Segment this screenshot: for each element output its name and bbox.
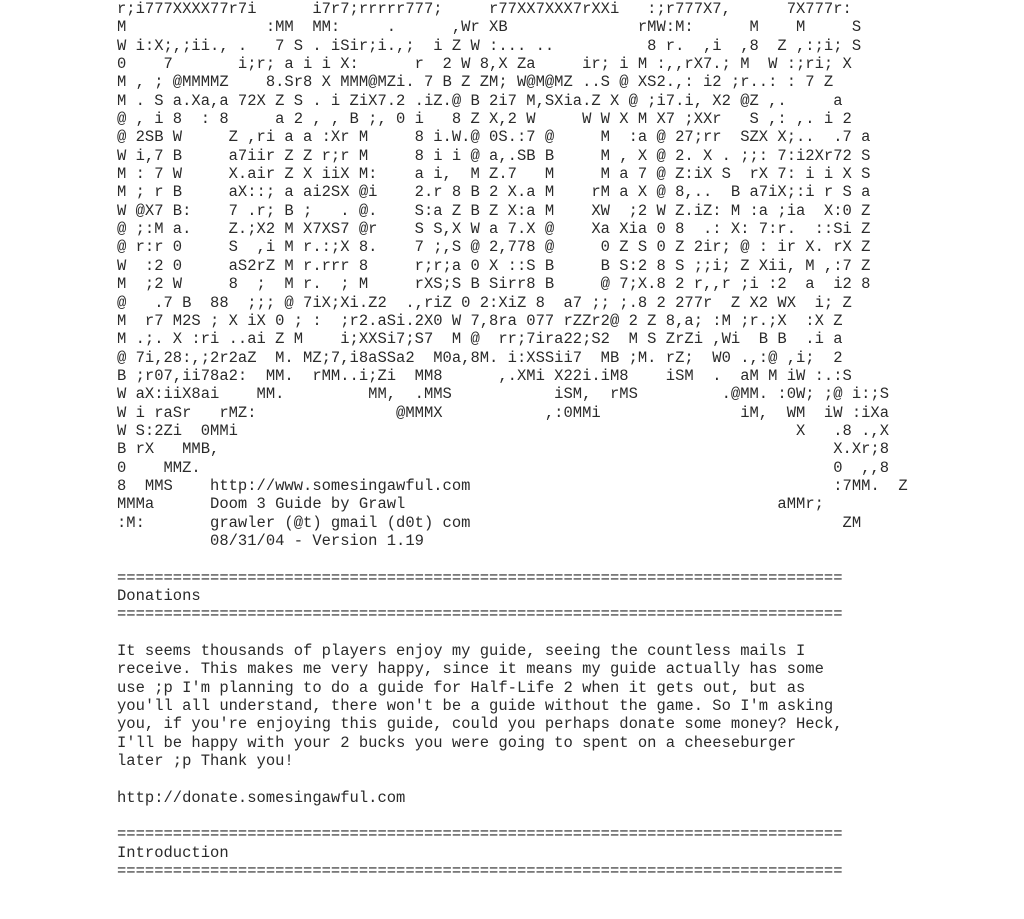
ascii-art-line: M ;2 W 8 ; M r. ; M rXS;S B Sirr8 B @ 7;X.8 2 r,,r ;i :2 a i2 8 <box>117 275 871 294</box>
paragraph-line: receive. This makes me very happy, since it means my guide actually has some <box>117 660 824 679</box>
paragraph-line: you, if you're enjoying this guide, could you perhaps donate some money? Heck, <box>117 715 843 734</box>
section-separator: ============================================================================== <box>117 568 843 587</box>
ascii-art-line: M . S a.Xa,a 72X Z S . i ZiX7.2 .iZ.@ B 2i7 M,SXia.Z X @ ;i7.i, X2 @Z ,. a <box>117 91 843 110</box>
ascii-art-line: 0 MMZ. 0 ,,8 <box>117 458 890 477</box>
blank-line <box>117 550 908 568</box>
ascii-art-line: M ; r B aX::; a ai2SX @i 2.r 8 B 2 X.a M rM a X @ 8,.. B a7iX;:i r S a <box>117 183 871 202</box>
ascii-art-line: W :2 0 aS2rZ M r.rrr 8 r;r;a 0 X ::S B B S:2 8 S ;;i; Z Xii, M ,:7 Z <box>117 256 871 275</box>
ascii-art-line: M , ; @MMMMZ 8.Sr8 X MMM@MZi. 7 B Z ZM; W@M@MZ ..S @ XS2.,: i2 ;r..: : 7 Z <box>117 73 834 92</box>
header-version-line <box>117 532 908 550</box>
ascii-art-line: @ r:r 0 S ,i M r.:;X 8. 7 ;,S @ 2,778 @ 0 Z S 0 Z 2ir; @ : ir X. rX Z <box>117 238 871 257</box>
ascii-art-fragment: ZM <box>842 513 862 532</box>
ascii-art-line: @ ;:M a. Z.;X2 M X7XS7 @r S S,X W a 7.X @ Xa Xia 0 8 .: X: 7:r. ::Si Z <box>117 220 871 239</box>
paragraph-line: later ;p Thank you! <box>117 752 294 771</box>
ascii-art-line: @ , i 8 : 8 a 2 , , B ;, 0 i 8 Z X,2 W W W X M X7 ;XXr S ,: ,. i 2 <box>117 110 852 129</box>
blank-line <box>117 807 908 825</box>
header-title-line <box>117 495 908 513</box>
ascii-art-fragment <box>405 495 777 513</box>
ascii-art-line: M :MM MM: . ,Wr XB rMW:M: M M S <box>117 18 862 37</box>
ascii-art-fragment: MMMa <box>117 495 211 514</box>
guide-title: Doom 3 Guide by Grawl <box>210 495 406 514</box>
ascii-art-fragment: aMMr; <box>777 495 824 514</box>
header-email-line <box>117 514 908 532</box>
ascii-art-fragment <box>470 477 833 495</box>
ascii-art-fragment: 8 MMS <box>117 476 211 495</box>
section-separator: ============================================================================== <box>117 862 843 881</box>
ascii-art-line: M r7 M2S ; X iX 0 ; : ;r2.aSi.2X0 W 7,8ra 077 rZZr2@ 2 Z 8,a; :M ;r.;X :X Z <box>117 311 843 330</box>
ascii-art-line: @ .7 B 88 ;;; @ 7iX;Xi.Z2 .,riZ 0 2:XiZ 8 a7 ;; ;.8 2 277r Z X2 WX i; Z <box>117 293 852 312</box>
ascii-art-line: M : 7 W X.air Z X iiX M: a i, M Z.7 M M a 7 @ Z:iX S rX 7: i i X S <box>117 165 871 184</box>
paragraph-line: It seems thousands of players enjoy my guide, seeing the countless mails I <box>117 642 806 661</box>
ascii-art-line: W @X7 B: 7 .r; B ; . @. S:a Z B Z X:a M XW ;2 W Z.iZ: M :a ;ia X:0 Z <box>117 201 871 220</box>
section-separator: ============================================================================== <box>117 825 843 844</box>
donate-link[interactable]: http://donate.somesingawful.com <box>117 788 406 807</box>
ascii-art-line: W i:X;,;ii., . 7 S . iSir;i.,; i Z W :... .. 8 r. ,i ,8 Z ,:;i; S <box>117 36 862 55</box>
section-heading-donations: Donations <box>117 587 201 605</box>
ascii-art-line: @ 7i,28:,;2r2aZ M. MZ;7,i8aSSa2 M0a,8M. i:XSSii7 MB ;M. rZ; W0 .,:@ ,i; 2 <box>117 348 843 367</box>
section-heading-introduction: Introduction <box>117 843 229 862</box>
guide-url-link[interactable]: http://www.somesingawful.com <box>210 476 471 495</box>
ascii-art-fragment: :7MM. Z <box>833 476 908 495</box>
author-email: grawler (@t) gmail (d0t) com <box>210 513 471 532</box>
ascii-art-line: B rX MMB, X.Xr;8 <box>117 440 890 459</box>
ascii-art-line: W i,7 B a7iir Z Z r;r M 8 i i @ a,.SB B M , X @ 2. X . ;;: 7:i2Xr72 S <box>117 146 871 165</box>
ascii-art-line: @ 2SB W Z ,ri a a :Xr M 8 i.W.@ 0S.:7 @ M :a @ 27;rr SZX X;.. .7 a <box>117 128 871 147</box>
ascii-art-line: M .;. X :ri ..ai Z M i;XXSi7;S7 M @ rr;7ira22;S2 M S ZrZi ,Wi B B .i a <box>117 330 843 349</box>
blank-line <box>117 624 908 642</box>
ascii-art-fragment <box>470 514 842 532</box>
paragraph-line: you'll all understand, there won't be a guide without the game. So I'm asking <box>117 697 834 716</box>
ascii-art-line: W aX:iiX8ai MM. MM, .MMS iSM, rMS .@MM. :0W; ;@ i:;S <box>117 385 890 404</box>
paragraph-line: use ;p I'm planning to do a guide for Half-Life 2 when it gets out, but as <box>117 678 806 697</box>
paragraph-line: I'll be happy with your 2 bucks you were going to spent on a cheeseburger <box>117 733 797 752</box>
ascii-art-line: W S:2Zi 0MMi X .8 .,X <box>117 421 890 440</box>
ascii-art-line: r;i777XXXX77r7i i7r7;rrrrr777; r77XX7XXX7rXXi :;r777X7, 7X777r: <box>117 0 852 18</box>
ascii-art-line: 0 7 i;r; a i i X: r 2 W 8,X Za ir; i M :,,rX7.; M W :;ri; X <box>117 55 852 74</box>
version-info: 08/31/04 - Version 1.19 <box>210 531 424 550</box>
ascii-art-fragment: :M: <box>117 513 211 532</box>
section-separator: ============================================================================== <box>117 605 843 624</box>
blank-line <box>117 770 908 788</box>
ascii-art-line: B ;r07,ii78a2: MM. rMM..i;Zi MM8 ,.XMi X22i.iM8 iSM . aM M iW :.:S <box>117 366 852 385</box>
ascii-art-fragment <box>117 532 210 550</box>
guide-document <box>117 0 908 881</box>
ascii-art-line: W i raSr rMZ: @MMMX ,:0MMi iM, WM iW :iXa <box>117 403 890 422</box>
header-url-line <box>117 477 908 495</box>
